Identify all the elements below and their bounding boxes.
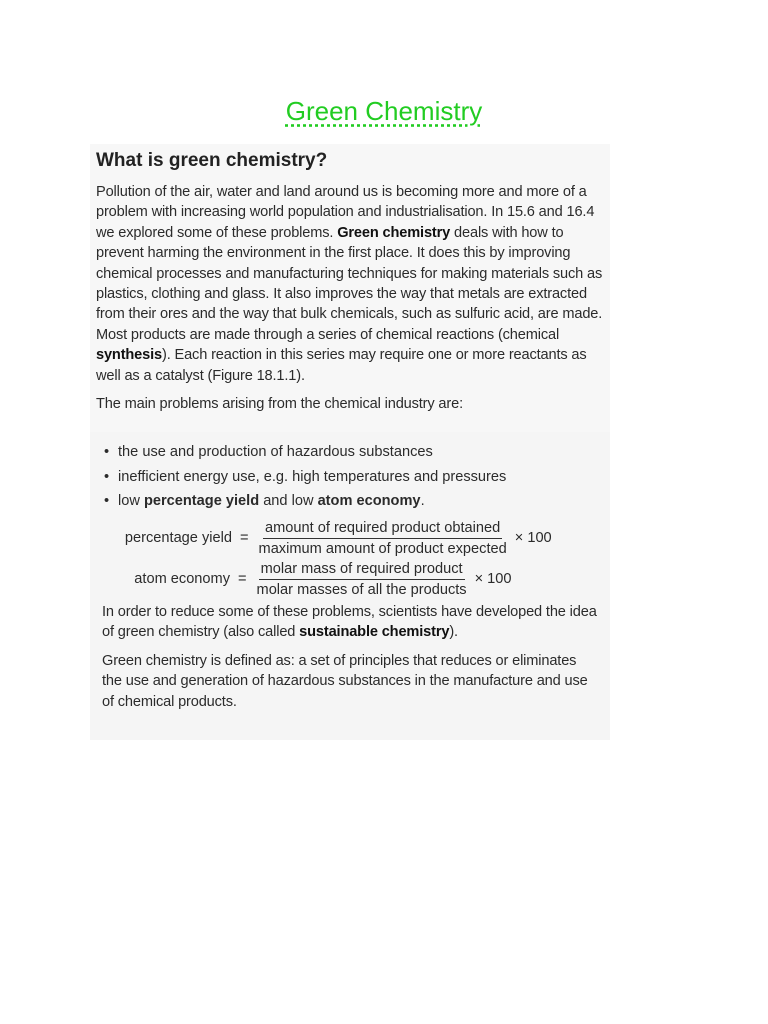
text-run: Pollution of the air, water and land around us is becoming more and more of a problem with increasing world population and industrialisation. In 15.6 and 16.4 we explored some of these problems. — [96, 184, 595, 241]
numerator: molar mass of required product — [259, 561, 465, 580]
multiplier: × 100 — [474, 571, 512, 588]
text-run: . — [420, 493, 425, 510]
bullet-icon: • — [104, 444, 110, 461]
term-percentage-yield: percentage yield — [143, 493, 260, 510]
percentage-yield-formula — [102, 520, 600, 557]
formula-label: percentage yield — [124, 530, 232, 547]
term-green-chemistry: Green chemistry — [337, 224, 451, 241]
term-atom-economy: atom economy — [317, 493, 421, 510]
intro-section — [90, 144, 610, 432]
text-run: ). — [449, 624, 458, 641]
formula-label: atom economy — [134, 571, 230, 588]
list-item — [102, 465, 600, 490]
section-heading: What is green chemistry? — [96, 150, 328, 171]
list-item-text: the use and production of hazardous substances — [118, 444, 433, 461]
problems-intro: The main problems arising from the chemical industry are: — [96, 396, 463, 413]
problems-list — [102, 440, 600, 514]
numerator: amount of required product obtained — [263, 520, 502, 539]
sustainable-chemistry-paragraph — [102, 602, 600, 643]
term-sustainable-chemistry: sustainable chemistry — [299, 624, 450, 641]
fraction — [255, 561, 469, 598]
denominator: maximum amount of product expected — [258, 540, 507, 557]
bullet-icon: • — [104, 468, 110, 485]
atom-economy-formula — [102, 561, 600, 598]
denominator: molar masses of all the products — [256, 581, 467, 598]
term-synthesis: synthesis — [96, 347, 162, 364]
scanned-textbook-excerpt — [90, 144, 610, 740]
equals-sign: = — [240, 530, 249, 547]
list-item — [102, 440, 600, 465]
text-run: In order to reduce some of these problems, scientists have developed the idea of green chemistry (also called — [102, 603, 597, 641]
bullet-icon: • — [104, 493, 110, 510]
page-title: Green Chemistry — [285, 96, 483, 126]
multiplier: × 100 — [514, 530, 552, 547]
equals-sign: = — [238, 571, 247, 588]
problems-section — [90, 432, 610, 740]
definition-paragraph: Green chemistry is defined as: a set of principles that reduces or eliminates the use and generation of hazardous substances in the manufacture and use of chemical products. — [102, 652, 588, 710]
text-run: and low — [259, 493, 318, 510]
fraction — [257, 520, 509, 557]
intro-paragraph — [96, 182, 604, 386]
list-item-text: inefficient energy use, e.g. high temperatures and pressures — [118, 468, 507, 485]
text-run: deals with how to prevent harming the environment in the first place. It does this by improving chemical processes and manufacturing techniques for making materials such as plastics, clothing and glass. It also improves the way that metals are extracted from their ores and the way that bulk chemicals, such as sulfuric acid, are made. Most products are made through a series of chemical reactions (chemical — [96, 224, 603, 343]
text-run: low — [118, 493, 144, 510]
text-run: ). Each reaction in this series may require one or more reactants as well as a catalyst (Figure 18.1.1). — [96, 347, 587, 384]
list-item — [102, 489, 600, 514]
